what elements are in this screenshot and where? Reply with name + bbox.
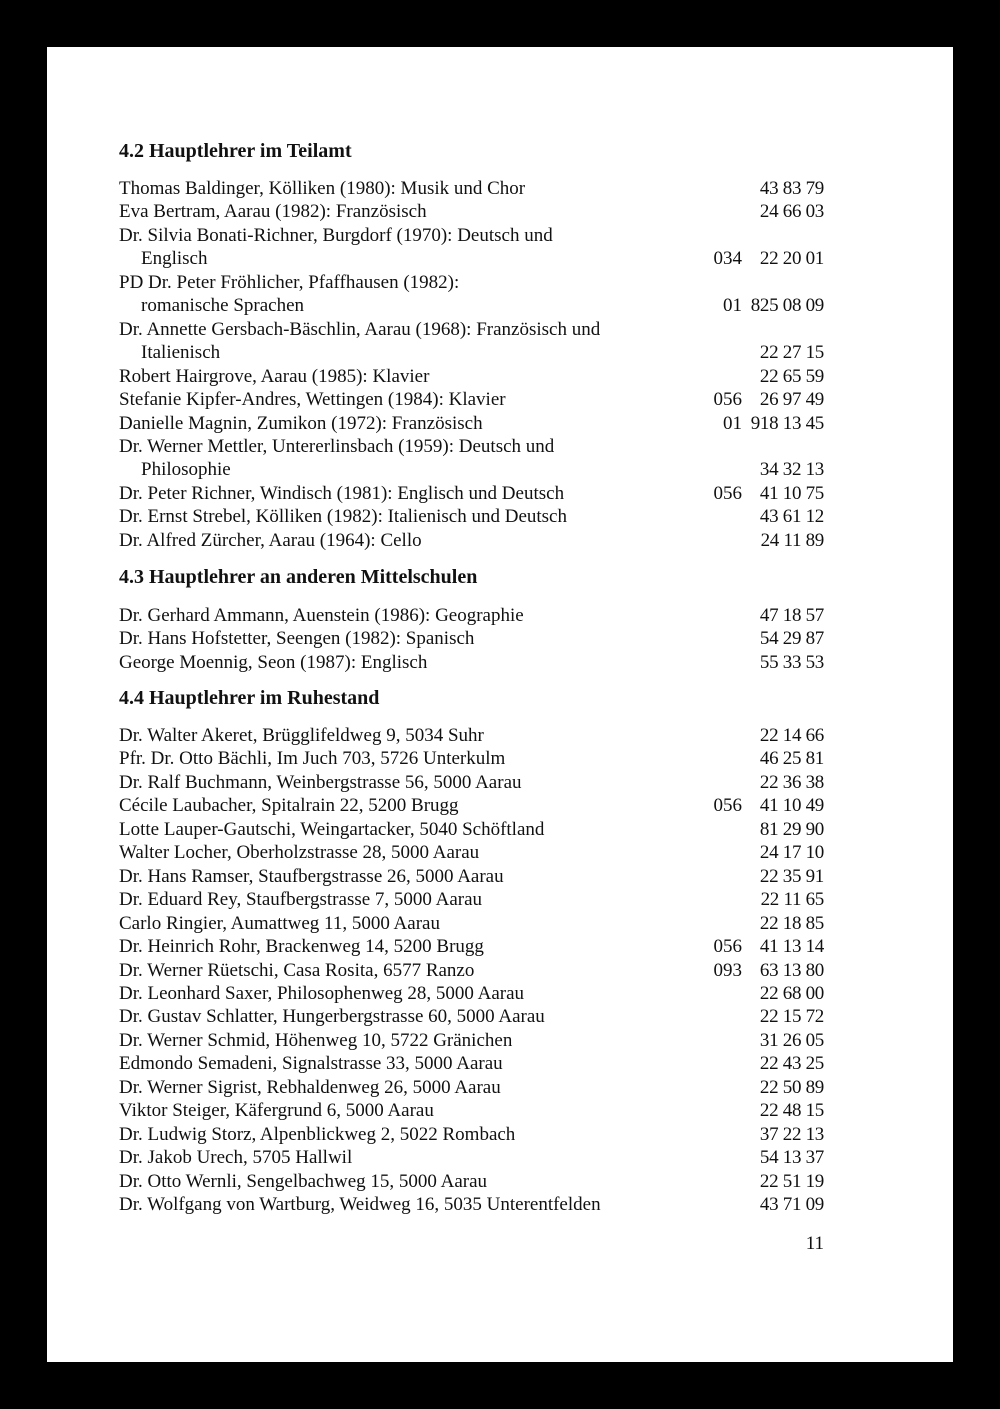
entry-text: Lotte Lauper-Gautschi, Weingartacker, 5040 Schöftland bbox=[119, 818, 545, 840]
phone-number: 54 13 37 bbox=[759, 1147, 824, 1169]
list-item bbox=[119, 1052, 824, 1075]
list-item bbox=[119, 818, 824, 841]
entry-text: Thomas Baldinger, Kölliken (1980): Musik und Chor bbox=[119, 178, 526, 199]
area-code: 093 bbox=[713, 959, 742, 981]
phone-number: 22 68 00 bbox=[759, 982, 824, 1004]
phone-number: 825 08 09 bbox=[750, 295, 824, 317]
phone-number: 55 33 53 bbox=[759, 651, 824, 673]
phone-number: 918 13 45 bbox=[750, 412, 824, 434]
entry-text-continuation: Italienisch bbox=[141, 342, 221, 364]
entry-text: Viktor Steiger, Käfergrund 6, 5000 Aarau bbox=[119, 1100, 434, 1122]
list-item bbox=[119, 505, 824, 528]
list-item bbox=[119, 271, 824, 318]
phone-number: 24 11 89 bbox=[760, 529, 824, 551]
list-item bbox=[119, 604, 824, 627]
list-item bbox=[119, 224, 824, 271]
entry-text: George Moennig, Seon (1987): Englisch bbox=[119, 651, 428, 673]
entry-text: Dr. Ludwig Storz, Alpenblickweg 2, 5022 Rombach bbox=[119, 1123, 516, 1145]
entry-list bbox=[119, 724, 824, 1217]
entry-text: Walter Locher, Oberholzstrasse 28, 5000 Aarau bbox=[119, 842, 480, 864]
section-heading: 4.2 Hauptlehrer im Teilamt bbox=[119, 140, 352, 162]
entry-text: Dr. Walter Akeret, Brügglifeldweg 9, 5034 Suhr bbox=[119, 725, 484, 746]
entry-text: Dr. Hans Hofstetter, Seengen (1982): Spanisch bbox=[119, 628, 475, 650]
list-item bbox=[119, 1076, 824, 1099]
list-item bbox=[119, 200, 824, 223]
list-item bbox=[119, 651, 824, 674]
section-heading: 4.3 Hauptlehrer an anderen Mittelschulen bbox=[119, 566, 478, 588]
list-item bbox=[119, 318, 824, 365]
phone-number: 22 65 59 bbox=[759, 365, 824, 387]
phone-number: 34 32 13 bbox=[759, 459, 824, 481]
entry-text: Dr. Werner Rüetschi, Casa Rosita, 6577 Ranzo bbox=[119, 959, 475, 981]
entry-text: Dr. Silvia Bonati-Richner, Burgdorf (1970): Deutsch und bbox=[119, 224, 553, 246]
entry-text: Dr. Gerhard Ammann, Auenstein (1986): Geographie bbox=[119, 605, 524, 626]
area-code: 056 bbox=[713, 389, 742, 411]
phone-number: 22 51 19 bbox=[759, 1170, 824, 1192]
entry-text: Dr. Gustav Schlatter, Hungerbergstrasse 60, 5000 Aarau bbox=[119, 1006, 545, 1028]
phone-number: 41 13 14 bbox=[759, 936, 824, 958]
entry-text: Dr. Ernst Strebel, Kölliken (1982): Italienisch und Deutsch bbox=[119, 506, 567, 528]
phone-number: 24 17 10 bbox=[759, 842, 824, 864]
phone-number: 63 13 80 bbox=[759, 959, 824, 981]
entry-list bbox=[119, 604, 824, 674]
phone-number: 22 35 91 bbox=[759, 865, 824, 887]
area-code: 056 bbox=[713, 795, 742, 817]
list-item bbox=[119, 771, 824, 794]
entry-text-continuation: Englisch bbox=[141, 248, 208, 270]
phone-number: 22 14 66 bbox=[759, 725, 824, 746]
list-item bbox=[119, 1123, 824, 1146]
list-item bbox=[119, 888, 824, 911]
entry-text: Dr. Ralf Buchmann, Weinbergstrasse 56, 5000 Aarau bbox=[119, 771, 522, 793]
list-item bbox=[119, 177, 824, 200]
phone-number: 54 29 87 bbox=[759, 628, 824, 650]
phone-number: 31 26 05 bbox=[759, 1029, 824, 1051]
entry-text: Dr. Werner Mettler, Untererlinsbach (1959): Deutsch und bbox=[119, 435, 555, 457]
area-code: 01 bbox=[723, 412, 742, 434]
phone-number: 43 71 09 bbox=[759, 1194, 824, 1216]
entry-text: Dr. Werner Schmid, Höhenweg 10, 5722 Gränichen bbox=[119, 1029, 513, 1051]
area-code: 056 bbox=[713, 482, 742, 504]
entry-text: Dr. Wolfgang von Wartburg, Weidweg 16, 5035 Unterentfelden bbox=[119, 1194, 601, 1216]
entry-text: Dr. Hans Ramser, Staufbergstrasse 26, 5000 Aarau bbox=[119, 865, 504, 887]
entry-text: Eva Bertram, Aarau (1982): Französisch bbox=[119, 201, 427, 223]
list-item bbox=[119, 1193, 824, 1216]
entry-list bbox=[119, 177, 824, 552]
list-item bbox=[119, 841, 824, 864]
section-heading: 4.4 Hauptlehrer im Ruhestand bbox=[119, 687, 380, 709]
phone-number: 37 22 13 bbox=[759, 1123, 824, 1145]
list-item bbox=[119, 935, 824, 958]
entry-text: Danielle Magnin, Zumikon (1972): Französisch bbox=[119, 412, 483, 434]
list-item bbox=[119, 912, 824, 935]
phone-number: 43 61 12 bbox=[759, 506, 824, 528]
section-ruhestand bbox=[119, 686, 824, 1217]
area-code: 034 bbox=[713, 248, 742, 270]
phone-number: 22 48 15 bbox=[759, 1100, 824, 1122]
entry-text: Edmondo Semadeni, Signalstrasse 33, 5000 Aarau bbox=[119, 1053, 503, 1075]
entry-text: Pfr. Dr. Otto Bächli, Im Juch 703, 5726 Unterkulm bbox=[119, 748, 506, 770]
phone-number: 46 25 81 bbox=[759, 748, 824, 770]
list-item bbox=[119, 412, 824, 435]
entry-text: Robert Hairgrove, Aarau (1985): Klavier bbox=[119, 365, 430, 387]
list-item bbox=[119, 482, 824, 505]
entry-text: Dr. Werner Sigrist, Rebhaldenweg 26, 5000 Aarau bbox=[119, 1076, 501, 1098]
list-item bbox=[119, 982, 824, 1005]
page-number: 11 bbox=[805, 1233, 824, 1254]
list-item bbox=[119, 529, 824, 552]
phone-number: 22 50 89 bbox=[759, 1076, 824, 1098]
area-code: 056 bbox=[713, 936, 742, 958]
list-item bbox=[119, 1005, 824, 1028]
entry-text: Dr. Annette Gersbach-Bäschlin, Aarau (1968): Französisch und bbox=[119, 318, 601, 340]
phone-number: 22 27 15 bbox=[759, 342, 824, 364]
section-teilamt bbox=[119, 139, 824, 552]
list-item bbox=[119, 865, 824, 888]
list-item bbox=[119, 1099, 824, 1122]
list-item bbox=[119, 794, 824, 817]
entry-text: Dr. Otto Wernli, Sengelbachweg 15, 5000 Aarau bbox=[119, 1170, 488, 1192]
list-item bbox=[119, 627, 824, 650]
entry-text: Dr. Eduard Rey, Staufbergstrasse 7, 5000 Aarau bbox=[119, 889, 483, 911]
phone-number: 22 11 65 bbox=[760, 889, 824, 911]
list-item bbox=[119, 1170, 824, 1193]
phone-number: 22 20 01 bbox=[759, 248, 824, 270]
entry-text: PD Dr. Peter Fröhlicher, Pfaffhausen (1982): bbox=[119, 271, 460, 293]
document-page bbox=[47, 47, 953, 1362]
entry-text: Dr. Heinrich Rohr, Brackenweg 14, 5200 Brugg bbox=[119, 936, 484, 958]
phone-number: 24 66 03 bbox=[759, 201, 824, 223]
list-item bbox=[119, 959, 824, 982]
phone-number: 41 10 75 bbox=[759, 482, 824, 504]
area-code: 01 bbox=[723, 295, 742, 317]
entry-text: Carlo Ringier, Aumattweg 11, 5000 Aarau bbox=[119, 912, 440, 934]
entry-text-continuation: romanische Sprachen bbox=[141, 295, 305, 317]
phone-number: 41 10 49 bbox=[759, 795, 824, 817]
entry-text: Stefanie Kipfer-Andres, Wettingen (1984): Klavier bbox=[119, 389, 506, 411]
phone-number: 22 18 85 bbox=[759, 912, 824, 934]
entry-text: Dr. Peter Richner, Windisch (1981): Englisch und Deutsch bbox=[119, 482, 565, 504]
entry-text: Dr. Leonhard Saxer, Philosophenweg 28, 5000 Aarau bbox=[119, 982, 525, 1004]
entry-text-continuation: Philosophie bbox=[141, 459, 231, 481]
phone-number: 26 97 49 bbox=[759, 389, 824, 411]
list-item bbox=[119, 388, 824, 411]
entry-text: Cécile Laubacher, Spitalrain 22, 5200 Brugg bbox=[119, 795, 459, 817]
phone-number: 81 29 90 bbox=[759, 818, 824, 840]
phone-number: 22 15 72 bbox=[759, 1006, 824, 1028]
list-item bbox=[119, 365, 824, 388]
list-item bbox=[119, 747, 824, 770]
phone-number: 47 18 57 bbox=[759, 605, 824, 626]
list-item bbox=[119, 724, 824, 747]
phone-number: 43 83 79 bbox=[759, 178, 824, 199]
list-item bbox=[119, 1146, 824, 1169]
section-andere-mittelschulen bbox=[119, 565, 824, 674]
entry-text: Dr. Jakob Urech, 5705 Hallwil bbox=[119, 1147, 353, 1169]
phone-number: 22 43 25 bbox=[759, 1053, 824, 1075]
list-item bbox=[119, 435, 824, 482]
phone-number: 22 36 38 bbox=[759, 771, 824, 793]
list-item bbox=[119, 1029, 824, 1052]
entry-text: Dr. Alfred Zürcher, Aarau (1964): Cello bbox=[119, 529, 422, 551]
